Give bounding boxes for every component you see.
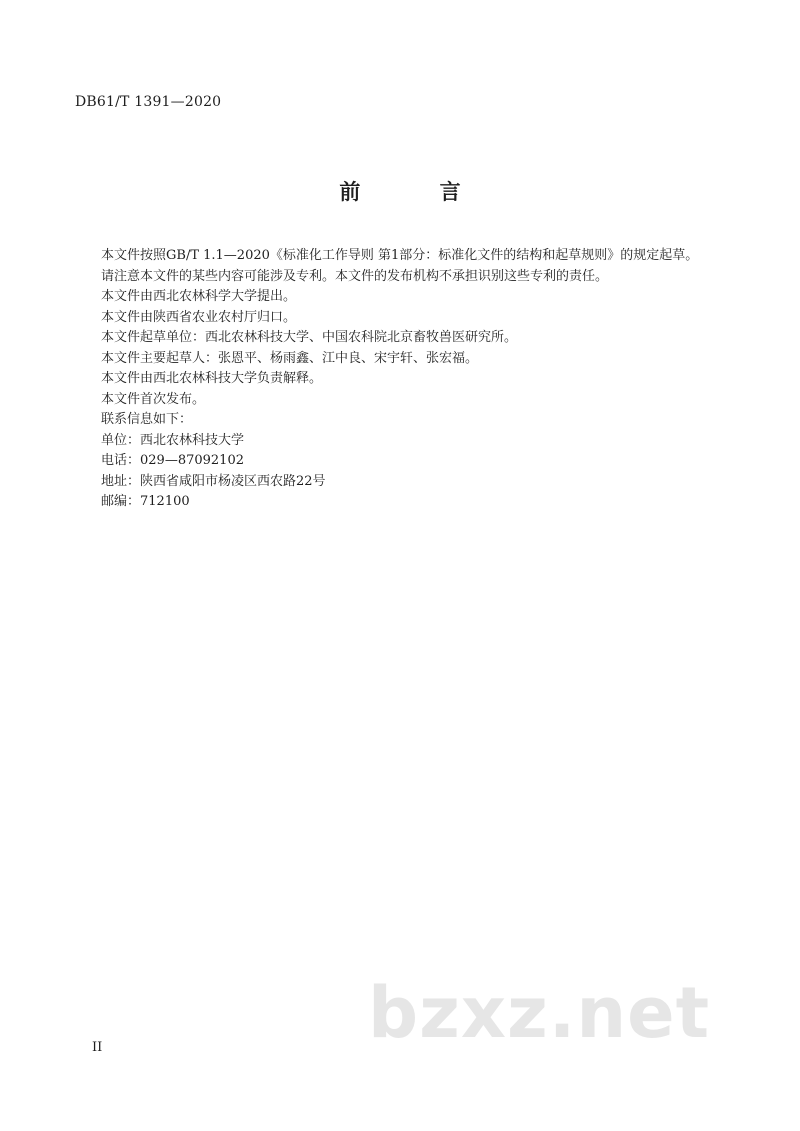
paragraph-proposer: 本文件由西北农林科学大学提出。 bbox=[101, 289, 297, 304]
paragraph-administrator: 本文件由陕西省农业农村厅归口。 bbox=[101, 309, 297, 325]
paragraph-contact-intro: 联系信息如下： bbox=[101, 412, 193, 427]
contact-phone: 电话：029—87092102 bbox=[101, 453, 244, 468]
document-code: DB61/T 1391—2020 bbox=[75, 94, 222, 110]
paragraph-drafting-units: 本文件起草单位：西北农林科技大学、中国农科院北京畜牧兽医研究所。 bbox=[101, 330, 518, 345]
paragraph-drafting-rules: 本文件按照GB/T 1.1—2020《标准化工作导则 第1部分：标准化文件的结构和起草规则》的规定起草。 bbox=[101, 248, 699, 263]
page-title: 前 言 bbox=[339, 180, 497, 204]
watermark: bzxz.net bbox=[368, 972, 711, 1054]
paragraph-interpretation: 本文件由西北农林科技大学负责解释。 bbox=[101, 371, 323, 386]
contact-postcode: 邮编：712100 bbox=[101, 494, 190, 509]
contact-unit: 单位：西北农林科技大学 bbox=[101, 432, 245, 448]
foreword-body bbox=[75, 246, 731, 513]
paragraph-drafters: 本文件主要起草人：张恩平、杨雨鑫、江中良、宋宇轩、张宏福。 bbox=[101, 350, 479, 366]
paragraph-first-release: 本文件首次发布。 bbox=[101, 391, 206, 407]
contact-address: 地址：陕西省咸阳市杨凌区西农路22号 bbox=[101, 473, 326, 489]
paragraph-patent-notice: 请注意本文件的某些内容可能涉及专利。本文件的发布机构不承担识别这些专利的责任。 bbox=[101, 268, 609, 284]
page-number: II bbox=[92, 1040, 103, 1055]
